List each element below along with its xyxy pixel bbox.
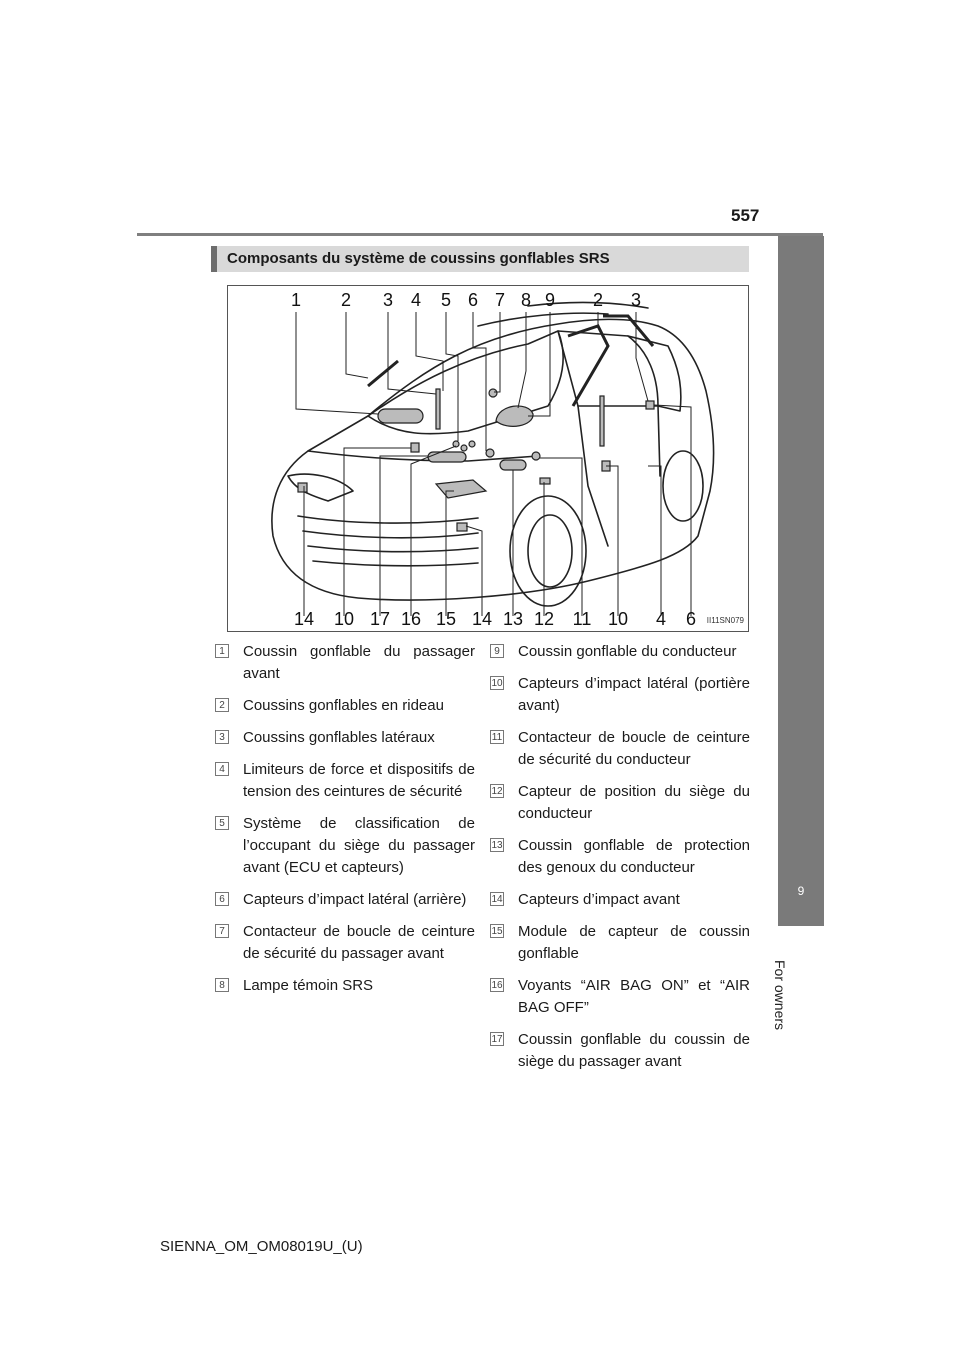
- legend-number: 12: [491, 786, 503, 797]
- legend-text: Capteurs d’impact latéral (portière avant): [518, 675, 750, 714]
- figure-callout: 12: [533, 609, 555, 629]
- legend-item: [215, 727, 475, 749]
- rear-wheel: [663, 451, 703, 521]
- page-number: 557: [731, 206, 760, 225]
- occupant-sensor: [469, 441, 475, 447]
- chapter-label-wrapper: [772, 960, 808, 1080]
- figure-callout: 16: [400, 609, 422, 629]
- legend-number: 1: [215, 644, 229, 658]
- legend-text: Lampe témoin SRS: [243, 977, 374, 994]
- legend-item: [215, 889, 475, 911]
- figure-callout: 15: [435, 609, 457, 629]
- figure-callout: 2: [340, 290, 351, 310]
- legend-text: Module de capteur de coussin gonflable: [518, 923, 750, 962]
- chapter-label: For owners: [772, 960, 788, 1031]
- document-code: SIENNA_OM_OM08019U_(U): [160, 1238, 363, 1255]
- legend-item: [490, 781, 750, 825]
- occupant-sensor: [461, 445, 467, 451]
- legend-text: Voyants “AIR BAG ON” et “AIR BAG OFF”: [518, 977, 750, 1016]
- legend-number: 3: [215, 730, 229, 744]
- legend-number: 10: [491, 678, 503, 689]
- chapter-number: 9: [797, 884, 805, 898]
- vehicle-illustration: [228, 286, 748, 631]
- figure-callout: 10: [333, 609, 355, 629]
- figure-callout: 6: [467, 290, 478, 310]
- figure-callout: 4: [410, 290, 421, 310]
- side-impact-sensor-rear: [646, 401, 654, 409]
- legend-text: Contacteur de boucle de ceinture de sécurité du conducteur: [518, 729, 750, 768]
- legend-text: Limiteurs de force et dispositifs de tension des ceintures de sécurité: [243, 761, 475, 800]
- driver-airbag-part: [496, 406, 533, 426]
- curtain-airbag-part: [368, 361, 398, 386]
- airbag-sensor-module-part: [436, 480, 486, 498]
- legend-number: 17: [491, 1034, 503, 1045]
- legend-item: [215, 813, 475, 879]
- grille: [313, 561, 478, 566]
- legend-left-column: [215, 641, 475, 1007]
- legend-item: [490, 1029, 750, 1073]
- legend-text: Coussins gonflables en rideau: [243, 697, 444, 714]
- grille: [308, 546, 478, 552]
- figure-code: II11SN079: [706, 616, 744, 625]
- figure-callout: 2: [592, 290, 603, 310]
- legend-item: [215, 641, 475, 685]
- legend-text: Capteurs d’impact latéral (arrière): [243, 891, 467, 908]
- legend-right-column: [490, 641, 750, 1083]
- airbag-components-figure: [227, 285, 749, 632]
- figure-callout: 9: [544, 290, 555, 310]
- figure-callout: 3: [630, 290, 641, 310]
- legend-item: [490, 673, 750, 717]
- legend-item: [215, 759, 475, 803]
- srs-warning-lamp-part: [489, 389, 497, 397]
- figure-callout: 17: [369, 609, 391, 629]
- header-rule: [137, 233, 823, 236]
- figure-callout: 5: [440, 290, 451, 310]
- legend-number: 7: [215, 924, 229, 938]
- chapter-side-tab: [778, 236, 824, 926]
- figure-callout: 14: [293, 609, 315, 629]
- legend-item: [490, 835, 750, 879]
- pretensioner: [600, 396, 604, 446]
- legend-item: [490, 921, 750, 965]
- legend-text: Coussin gonflable du passager avant: [243, 643, 475, 682]
- front-impact-sensor-left: [298, 483, 307, 492]
- section-heading: Composants du système de coussins gonflables SRS: [211, 246, 749, 272]
- grille: [303, 531, 478, 538]
- seat-cushion-airbag-part: [428, 452, 466, 462]
- buckle-sensor-driver: [532, 452, 540, 460]
- front-wheel-rim: [528, 515, 572, 587]
- legend-item: [490, 727, 750, 771]
- door-impact-sensor: [411, 443, 419, 452]
- figure-callout: 7: [494, 290, 505, 310]
- legend-text: Capteur de position du siège du conducteur: [518, 783, 750, 822]
- figure-callout: 8: [520, 290, 531, 310]
- legend-item: [490, 641, 750, 663]
- buckle-sensor: [486, 449, 494, 457]
- legend-text: Coussin gonflable du conducteur: [518, 643, 737, 660]
- seat-position-sensor: [540, 478, 550, 484]
- legend-item: [490, 975, 750, 1019]
- legend-number: 9: [490, 644, 504, 658]
- legend-number: 13: [491, 840, 503, 851]
- legend-text: Coussin gonflable de protection des genoux du conducteur: [518, 837, 750, 876]
- legend-item: [215, 695, 475, 717]
- legend-text: Coussin gonflable du coussin de siège du passager avant: [518, 1031, 750, 1070]
- legend-number: 5: [215, 816, 229, 830]
- legend-number: 6: [215, 892, 229, 906]
- grille: [298, 516, 478, 523]
- passenger-airbag-part: [378, 409, 423, 423]
- figure-callout: 1: [290, 290, 301, 310]
- legend-number: 2: [215, 698, 229, 712]
- knee-airbag-part: [500, 460, 526, 470]
- legend-number: 4: [215, 762, 229, 776]
- side-window: [558, 331, 658, 406]
- figure-callout: 14: [471, 609, 493, 629]
- figure-callout: 6: [685, 609, 696, 629]
- figure-callout: 11: [572, 609, 592, 629]
- pretensioner: [436, 389, 440, 429]
- legend-number: 14: [491, 894, 503, 905]
- legend-item: [215, 921, 475, 965]
- legend-number: 11: [491, 732, 503, 743]
- figure-callout: 4: [655, 609, 666, 629]
- front-impact-sensor-right: [457, 523, 467, 531]
- legend-text: Capteurs d’impact avant: [518, 891, 680, 908]
- figure-callout: 3: [382, 290, 393, 310]
- legend-number: 15: [491, 926, 503, 937]
- figure-callout: 10: [607, 609, 629, 629]
- figure-callout: 13: [502, 609, 524, 629]
- legend-text: Système de classification de l’occupant du siège du passager avant (ECU et capteurs): [243, 815, 475, 876]
- legend-item: [215, 975, 475, 997]
- legend-number: 8: [215, 978, 229, 992]
- legend-number: 16: [491, 980, 503, 991]
- legend-item: [490, 889, 750, 911]
- legend-text: Coussins gonflables latéraux: [243, 729, 435, 746]
- legend-text: Contacteur de boucle de ceinture de sécurité du passager avant: [243, 923, 475, 962]
